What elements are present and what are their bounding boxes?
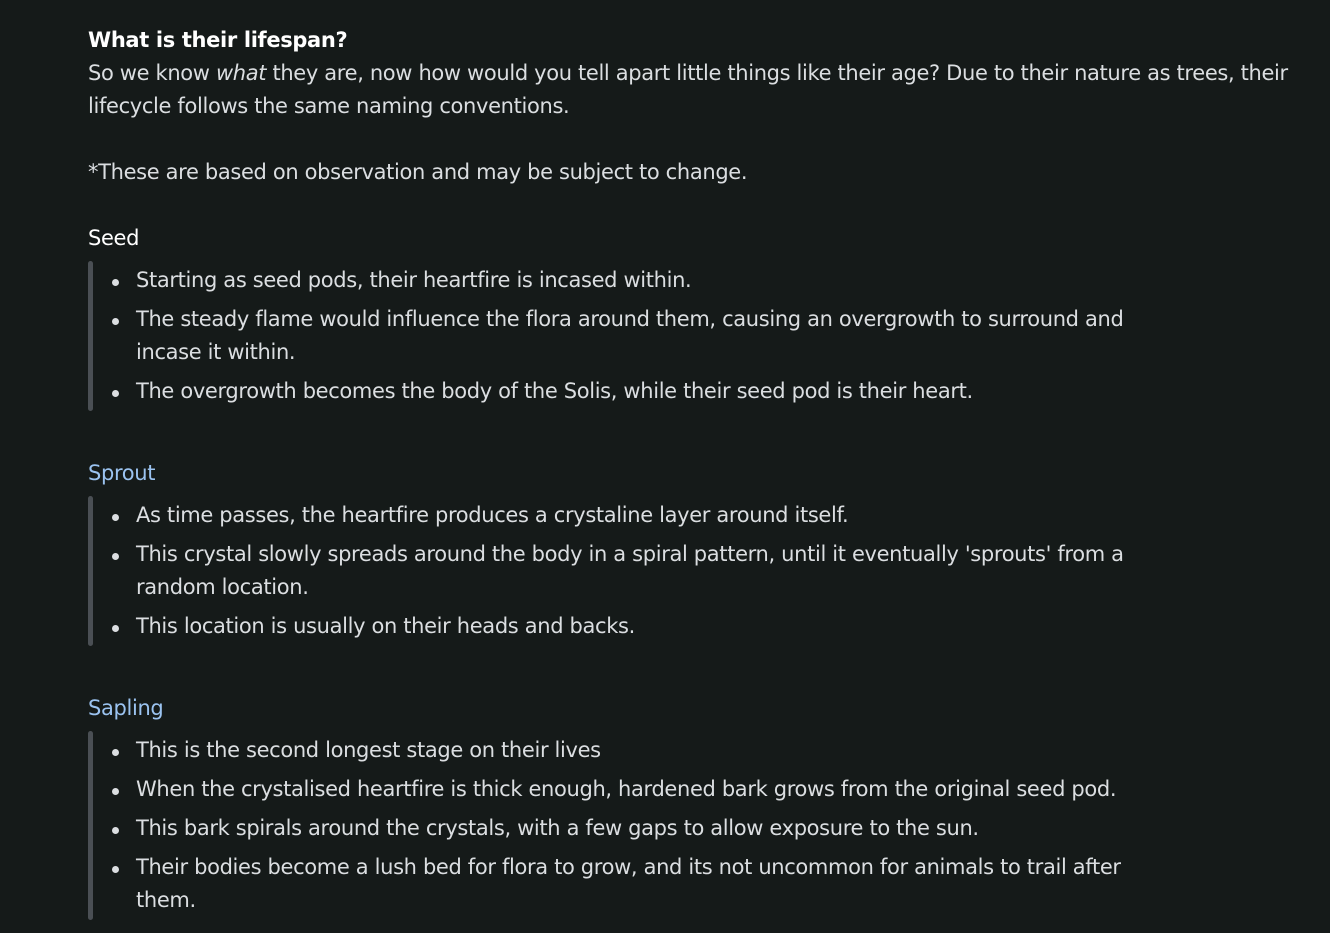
list-item: Starting as seed pods, their heartfire is incased within. bbox=[136, 261, 1166, 300]
list-item: The steady flame would influence the flora around them, causing an overgrowth to surround and incase it within. bbox=[136, 300, 1166, 372]
list-item: Their bodies become a lush bed for flora to grow, and its not uncommon for animals to trail after them. bbox=[136, 848, 1166, 920]
list-item: This location is usually on their heads and backs. bbox=[136, 607, 1166, 646]
blockquote-sapling bbox=[88, 731, 1166, 920]
list-item: As time passes, the heartfire produces a crystaline layer around itself. bbox=[136, 496, 1166, 535]
list-item: When the crystalised heartfire is thick enough, hardened bark grows from the original seed pod. bbox=[136, 770, 1166, 809]
message-content bbox=[88, 24, 1288, 920]
blockquote-sprout bbox=[88, 496, 1166, 646]
section-title-seed: Seed bbox=[88, 226, 140, 250]
lifespan-heading: What is their lifespan? bbox=[88, 28, 348, 52]
list-item: This bark spirals around the crystals, with a few gaps to allow exposure to the sun. bbox=[136, 809, 1166, 848]
intro-text-after: they are, now how would you tell apart little things like their age? Due to their nature as trees, their lifecycle follows the same naming conventions. bbox=[88, 61, 1288, 118]
seed-list bbox=[136, 261, 1166, 411]
intro-emphasis: what bbox=[215, 61, 267, 85]
sapling-list bbox=[136, 731, 1166, 920]
list-item: This is the second longest stage on their lives bbox=[136, 731, 1166, 770]
sprout-list bbox=[136, 496, 1166, 646]
intro-paragraph bbox=[88, 57, 1288, 123]
blockquote-bar bbox=[88, 731, 93, 920]
list-item: This crystal slowly spreads around the body in a spiral pattern, until it eventually 'sprouts' from a random location. bbox=[136, 535, 1166, 607]
observation-note: *These are based on observation and may be subject to change. bbox=[88, 160, 748, 184]
section-link-sapling[interactable]: Sapling bbox=[88, 696, 164, 720]
blockquote-bar bbox=[88, 261, 93, 411]
blockquote-seed bbox=[88, 261, 1166, 411]
intro-text-before: So we know bbox=[88, 61, 216, 85]
list-item: The overgrowth becomes the body of the Solis, while their seed pod is their heart. bbox=[136, 372, 1166, 411]
blockquote-bar bbox=[88, 496, 93, 646]
section-link-sprout[interactable]: Sprout bbox=[88, 461, 156, 485]
